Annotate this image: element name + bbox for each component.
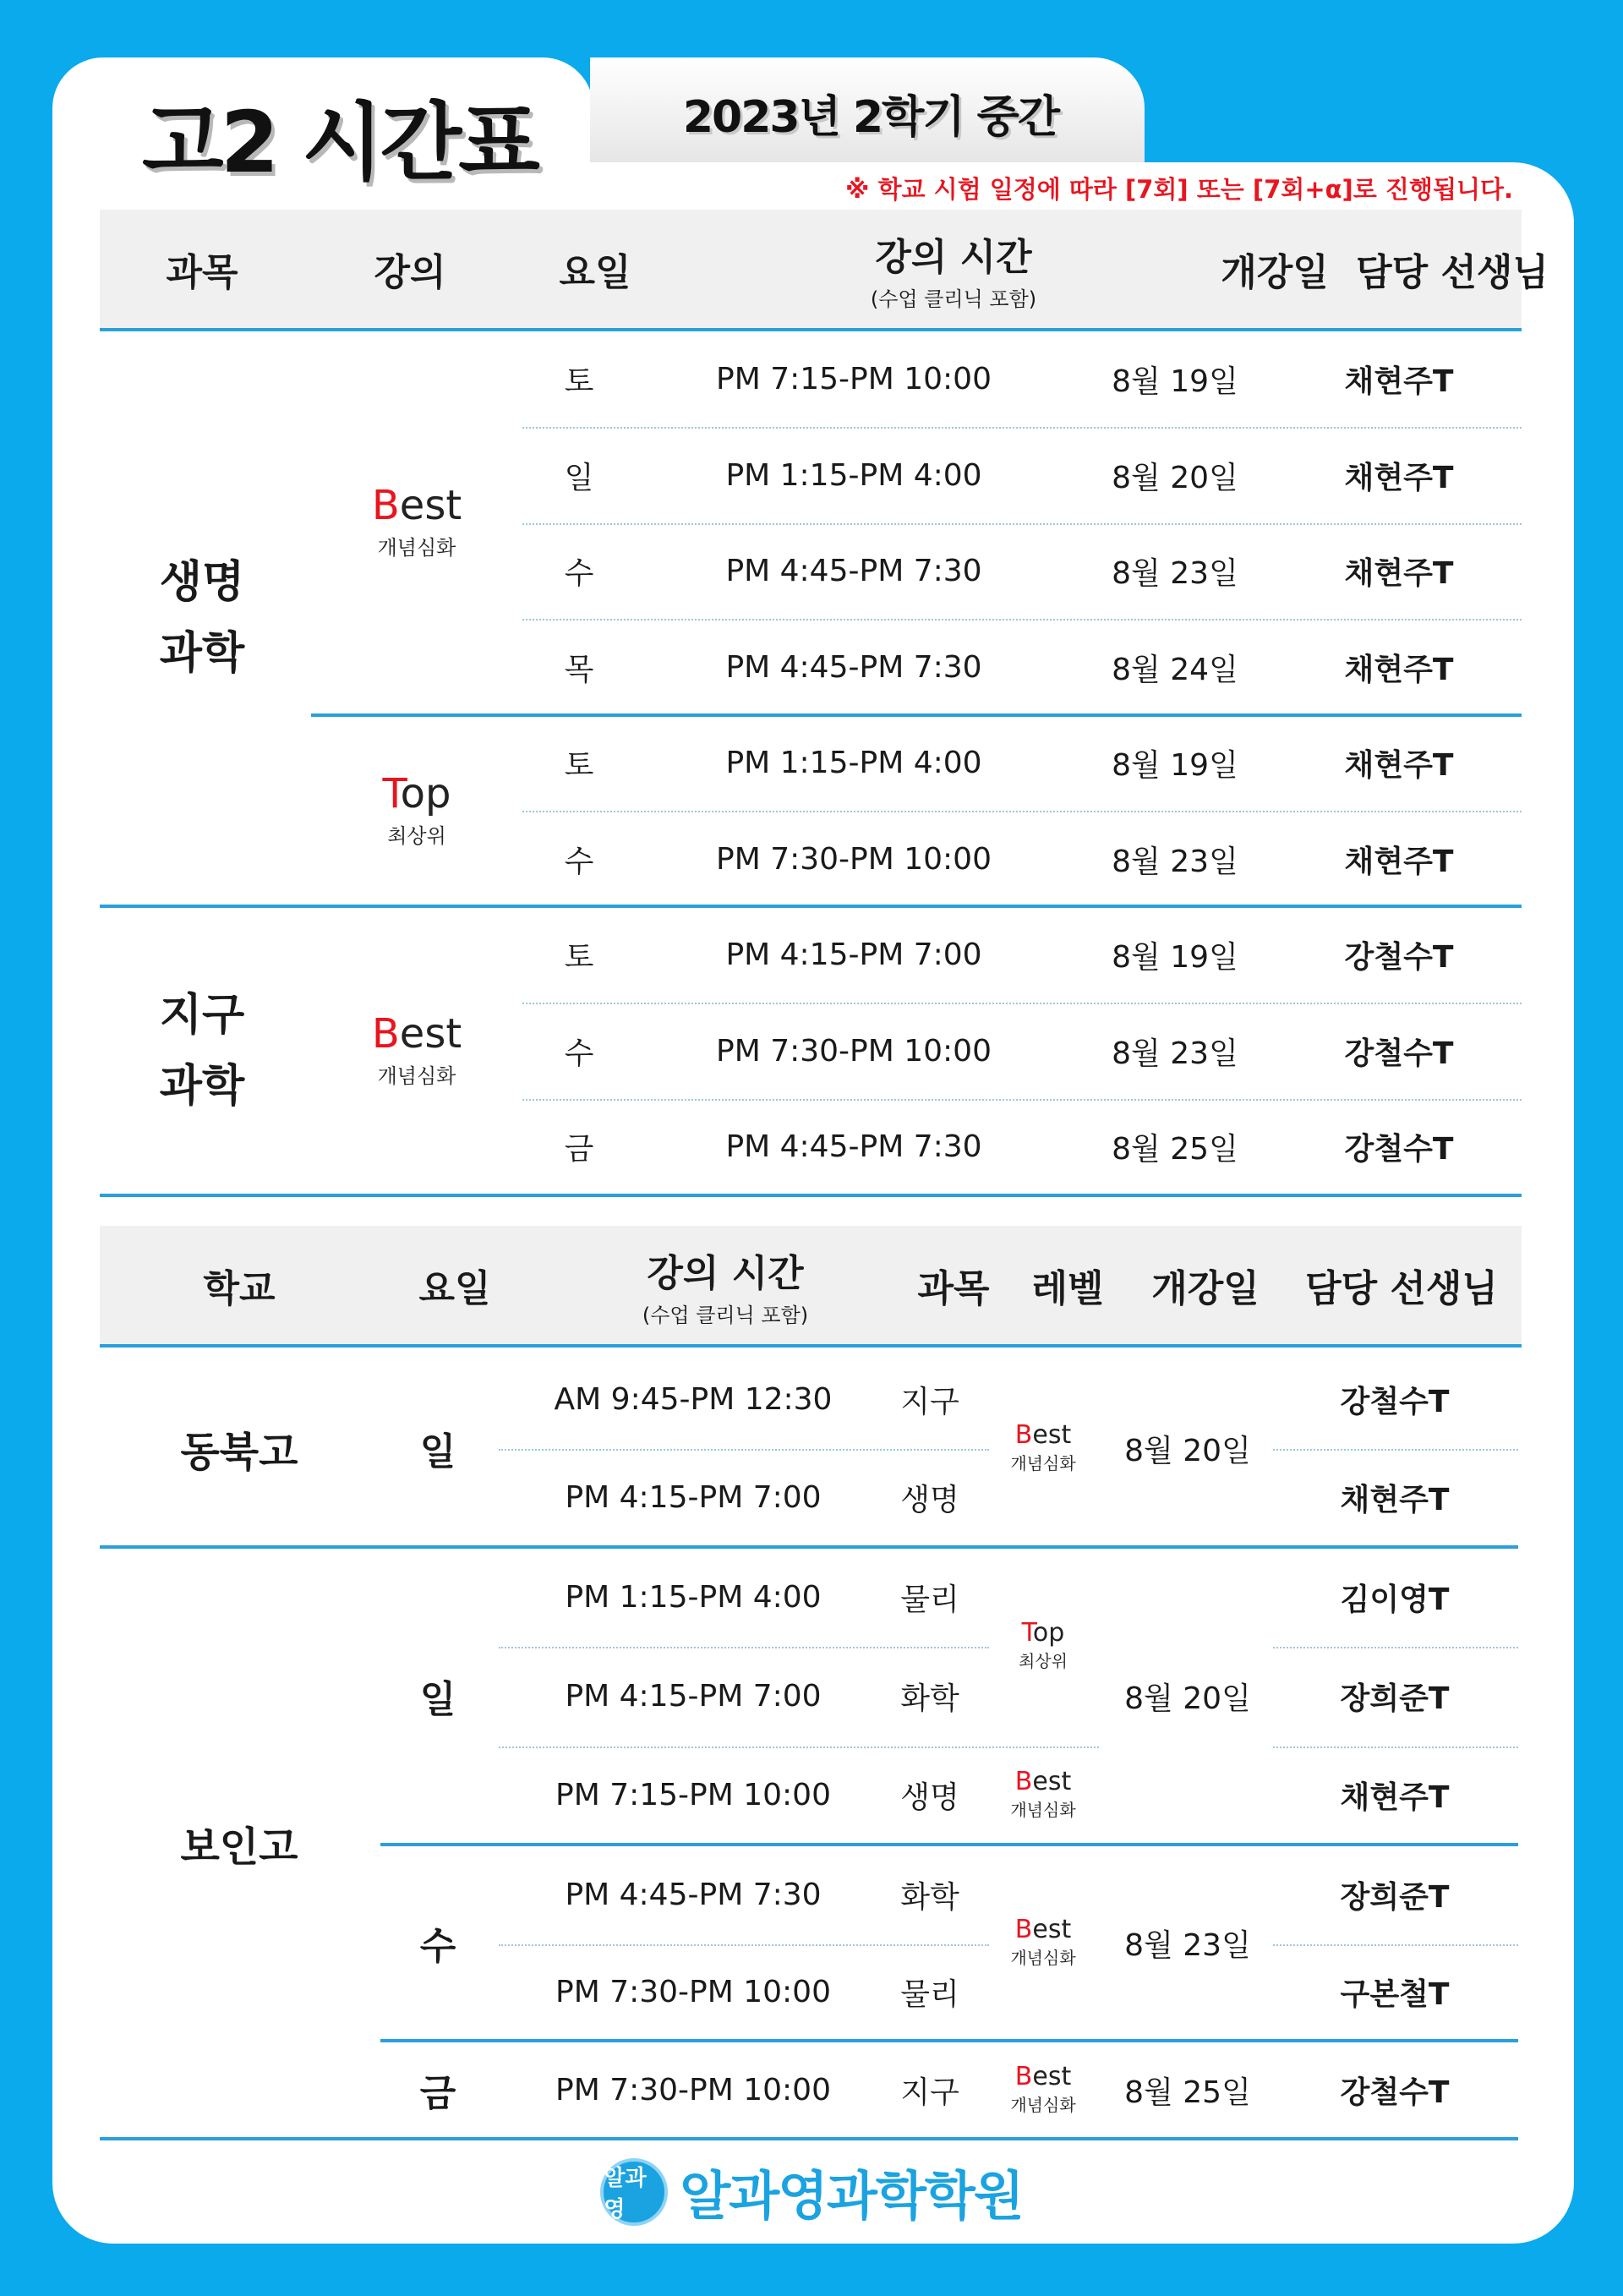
time-cell: PM 7:30-PM 10:00	[715, 1033, 992, 1069]
day-cell: 수	[419, 1925, 456, 1968]
level-name	[1015, 1916, 1071, 1943]
level-rest: est	[1032, 1767, 1072, 1797]
teacher-cell: 구본철T	[1340, 1976, 1450, 2012]
level-initial: B	[371, 1010, 400, 1058]
day-cell: 수	[564, 556, 594, 591]
time-cell: PM 7:30-PM 10:00	[555, 1974, 831, 2009]
level-rest: op	[400, 770, 451, 818]
header-lecture: 강의	[374, 251, 446, 294]
header-teacher: 담당 선생님	[1356, 251, 1549, 294]
divider-line	[380, 1843, 1518, 1846]
level-top	[311, 717, 522, 905]
header-day: 요일	[418, 1267, 491, 1310]
header-time-note: (수업 클리닉 포함)	[870, 287, 1037, 311]
time-cell: PM 4:15-PM 7:00	[725, 938, 982, 972]
time-cell: PM 7:30-PM 10:00	[555, 2072, 831, 2107]
level-name	[1022, 1620, 1065, 1647]
time-cell: PM 7:30-PM 10:00	[715, 841, 992, 877]
teacher-cell: 강철수T	[1344, 1036, 1454, 1071]
divider-line	[311, 713, 1522, 717]
header-start: 개강일	[1151, 1267, 1260, 1310]
level-initial: B	[371, 482, 400, 530]
row-divider	[1273, 1944, 1518, 1946]
level-initial: B	[1014, 1420, 1033, 1451]
level-initial: B	[1014, 1767, 1033, 1797]
level-initial: B	[1014, 1915, 1033, 1945]
day-cell: 토	[564, 364, 594, 399]
header-teacher: 담당 선생님	[1305, 1267, 1498, 1310]
day-cell: 토	[564, 940, 594, 975]
level-desc: 개념심화	[1010, 1799, 1076, 1820]
teacher-cell: 장희준T	[1340, 1681, 1450, 1716]
start-date: 8월 23일	[1112, 844, 1238, 879]
teacher-cell: 채현주T	[1344, 652, 1454, 687]
level-desc: 최상위	[387, 823, 446, 848]
day-cell: 금	[419, 2072, 456, 2115]
teacher-cell: 김이영T	[1340, 1582, 1450, 1617]
header-subject: 과목	[166, 251, 238, 294]
start-date: 8월 20일	[1112, 460, 1238, 495]
level-best	[311, 331, 522, 713]
time-cell: PM 4:45-PM 7:30	[725, 1129, 982, 1164]
subject-cell: 물리	[900, 1582, 959, 1617]
level-rest: est	[1032, 1915, 1072, 1945]
school-dongbuk: 동북고	[180, 1428, 298, 1476]
divider-line	[100, 1545, 1518, 1549]
teacher-cell: 강철수T	[1340, 1384, 1450, 1419]
day-cell: 일	[419, 1678, 456, 1721]
start-date: 8월 25일	[1112, 1132, 1238, 1167]
level-rest: est	[399, 482, 462, 530]
start-date: 8월 25일	[1124, 2075, 1251, 2110]
page-title: 고2 시간표	[142, 93, 537, 192]
level-desc: 개념심화	[1010, 1947, 1076, 1968]
teacher-cell: 채현주T	[1344, 748, 1454, 783]
time-cell: PM 1:15-PM 4:00	[725, 746, 982, 780]
day-cell: 토	[564, 748, 594, 783]
academy-logo	[0, 2154, 1623, 2229]
level-best	[991, 1846, 1096, 2039]
row-divider	[1273, 1747, 1518, 1748]
level-name	[382, 770, 451, 818]
divider-line	[100, 905, 1522, 908]
subject-cell: 지구	[900, 2075, 959, 2110]
day-cell: 목	[564, 652, 594, 687]
schedule-notice: ※ 학교 시험 일정에 따라 [7회] 또는 [7회+α]로 진행됩니다.	[845, 175, 1513, 204]
level-initial: T	[1021, 1618, 1033, 1648]
time-cell: AM 9:45-PM 12:30	[554, 1381, 833, 1417]
level-best	[991, 1351, 1096, 1545]
header-day: 요일	[559, 251, 631, 294]
logo-text: 알과영과학학원	[680, 2165, 1023, 2227]
time-cell: PM 4:45-PM 7:30	[565, 1877, 822, 1912]
teacher-cell: 채현주T	[1344, 460, 1454, 495]
level-desc: 개념심화	[1010, 1452, 1076, 1473]
subject-cell: 화학	[900, 1879, 959, 1915]
level-name	[371, 482, 462, 530]
teacher-cell: 강철수T	[1340, 2075, 1450, 2110]
subject-cell: 물리	[900, 1976, 959, 2012]
start-date: 8월 24일	[1112, 652, 1238, 687]
subject-biology	[100, 331, 304, 905]
start-date: 8월 23일	[1124, 1927, 1251, 1963]
row-divider	[1273, 1449, 1518, 1451]
subject-earth-science	[100, 908, 304, 1194]
level-best	[991, 1747, 1096, 1843]
level-desc: 개념심화	[377, 1063, 456, 1088]
start-date: 8월 23일	[1112, 556, 1238, 591]
day-cell: 일	[419, 1430, 456, 1473]
level-name	[371, 1010, 462, 1058]
time-cell: PM 4:45-PM 7:30	[725, 649, 982, 685]
time-cell: PM 7:15-PM 10:00	[715, 362, 992, 396]
teacher-cell: 채현주T	[1344, 364, 1454, 399]
day-cell: 수	[564, 1036, 594, 1071]
row-divider	[499, 1449, 989, 1451]
level-rest: op	[1032, 1618, 1065, 1648]
row-divider	[499, 1944, 989, 1946]
start-date: 8월 20일	[1124, 1433, 1251, 1468]
row-divider	[499, 1647, 989, 1648]
header-school: 학교	[203, 1267, 276, 1310]
time-cell: PM 7:15-PM 10:00	[555, 1777, 831, 1812]
day-cell: 금	[564, 1132, 594, 1167]
level-best	[991, 2042, 1096, 2137]
level-name	[1015, 1768, 1071, 1796]
teacher-cell: 채현주T	[1344, 556, 1454, 591]
header-level: 레벨	[1031, 1267, 1104, 1310]
logo-badge: 알과영	[600, 2158, 668, 2226]
level-best	[311, 908, 522, 1194]
table2-header	[100, 1226, 1522, 1348]
teacher-cell: 채현주T	[1344, 844, 1454, 879]
table1-header	[100, 210, 1549, 331]
teacher-cell: 강철수T	[1344, 1132, 1454, 1167]
subject-cell: 화학	[900, 1681, 959, 1716]
page-subtitle: 2023년 2학기 중간	[682, 92, 1059, 143]
time-cell: PM 1:15-PM 4:00	[725, 457, 982, 493]
level-name	[1015, 2064, 1071, 2091]
day-cell: 일	[564, 460, 594, 495]
subject-line: 과학	[159, 1061, 245, 1112]
time-cell: PM 1:15-PM 4:00	[565, 1579, 822, 1615]
level-rest: est	[399, 1010, 462, 1058]
time-cell: PM 4:15-PM 7:00	[565, 1479, 822, 1515]
divider-line	[100, 1194, 1522, 1197]
subject-line: 지구	[159, 990, 245, 1041]
level-name	[1015, 1422, 1071, 1449]
header-time-note: (수업 클리닉 포함)	[642, 1303, 809, 1327]
start-date: 8월 23일	[1112, 1036, 1238, 1071]
level-desc: 최상위	[1019, 1650, 1068, 1671]
subject-cell: 지구	[900, 1384, 959, 1419]
start-date: 8월 19일	[1112, 940, 1238, 975]
level-rest: est	[1032, 1420, 1072, 1451]
teacher-cell: 채현주T	[1340, 1482, 1450, 1517]
time-cell: PM 4:45-PM 7:30	[725, 554, 982, 588]
subject-line: 과학	[159, 628, 245, 679]
header-time-label: 강의 시간	[647, 1251, 804, 1295]
subject-line: 생명	[159, 557, 245, 608]
subject-cell: 생명	[900, 1482, 959, 1517]
teacher-cell: 채현주T	[1340, 1779, 1450, 1815]
day-cell: 수	[564, 844, 594, 879]
subject-cell: 생명	[900, 1779, 959, 1815]
time-cell: PM 4:15-PM 7:00	[565, 1678, 822, 1714]
level-initial: B	[1014, 2062, 1033, 2092]
row-divider	[1273, 1647, 1518, 1648]
header-start: 개강일	[1221, 251, 1329, 294]
start-date: 8월 20일	[1124, 1681, 1251, 1716]
header-time-label: 강의 시간	[875, 235, 1032, 279]
start-date: 8월 19일	[1112, 364, 1238, 399]
teacher-cell: 강철수T	[1344, 940, 1454, 975]
row-divider	[499, 1747, 1099, 1748]
divider-line	[380, 2039, 1518, 2042]
level-desc: 개념심화	[1010, 2094, 1076, 2115]
teacher-cell: 장희준T	[1340, 1879, 1450, 1915]
level-top	[991, 1549, 1096, 1743]
level-desc: 개념심화	[377, 535, 456, 560]
level-rest: est	[1032, 2062, 1072, 2092]
level-initial: T	[382, 770, 401, 818]
header-subject: 과목	[917, 1267, 990, 1310]
school-boin: 보인고	[180, 1823, 298, 1871]
divider-line	[100, 2137, 1518, 2140]
start-date: 8월 19일	[1112, 748, 1238, 783]
